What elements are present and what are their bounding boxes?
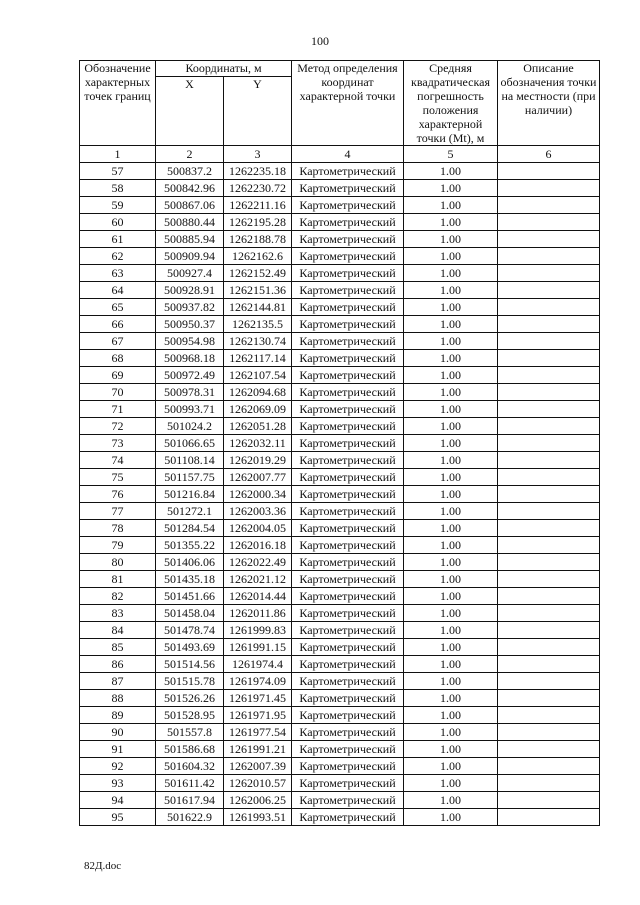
description-cell	[498, 537, 600, 554]
point-number-cell: 90	[80, 724, 156, 741]
method-cell: Картометрический	[292, 350, 404, 367]
description-cell	[498, 265, 600, 282]
description-cell	[498, 486, 600, 503]
method-cell: Картометрический	[292, 809, 404, 826]
method-cell: Картометрический	[292, 605, 404, 622]
table-row	[80, 809, 600, 826]
description-cell	[498, 673, 600, 690]
point-number-cell: 82	[80, 588, 156, 605]
accuracy-cell: 1.00	[404, 707, 498, 724]
point-number-cell: 57	[80, 163, 156, 180]
y-coordinate-cell: 1262019.29	[224, 452, 292, 469]
description-cell	[498, 435, 600, 452]
table-row	[80, 163, 600, 180]
point-number-cell: 81	[80, 571, 156, 588]
point-number-cell: 75	[80, 469, 156, 486]
accuracy-cell: 1.00	[404, 282, 498, 299]
y-coordinate-cell: 1262032.11	[224, 435, 292, 452]
table-row	[80, 350, 600, 367]
y-coordinate-cell: 1261999.83	[224, 622, 292, 639]
accuracy-cell: 1.00	[404, 350, 498, 367]
method-cell: Картометрический	[292, 673, 404, 690]
point-number-cell: 80	[80, 554, 156, 571]
y-coordinate-cell: 1262006.25	[224, 792, 292, 809]
table-row	[80, 758, 600, 775]
y-coordinate-cell: 1261977.54	[224, 724, 292, 741]
method-cell: Картометрический	[292, 435, 404, 452]
method-cell: Картометрический	[292, 537, 404, 554]
y-coordinate-cell: 1262022.49	[224, 554, 292, 571]
y-coordinate-cell: 1262144.81	[224, 299, 292, 316]
table-row	[80, 673, 600, 690]
table-row	[80, 707, 600, 724]
x-coordinate-cell: 501108.14	[156, 452, 224, 469]
method-cell: Картометрический	[292, 231, 404, 248]
point-number-cell: 59	[80, 197, 156, 214]
description-cell	[498, 384, 600, 401]
x-coordinate-cell: 500937.82	[156, 299, 224, 316]
point-number-cell: 61	[80, 231, 156, 248]
y-coordinate-cell: 1262151.36	[224, 282, 292, 299]
x-coordinate-cell: 501272.1	[156, 503, 224, 520]
table-row	[80, 792, 600, 809]
accuracy-cell: 1.00	[404, 452, 498, 469]
accuracy-cell: 1.00	[404, 792, 498, 809]
y-coordinate-cell: 1262004.05	[224, 520, 292, 537]
accuracy-cell: 1.00	[404, 384, 498, 401]
x-coordinate-cell: 501586.68	[156, 741, 224, 758]
y-coordinate-cell: 1262117.14	[224, 350, 292, 367]
point-number-cell: 77	[80, 503, 156, 520]
accuracy-cell: 1.00	[404, 316, 498, 333]
description-cell	[498, 520, 600, 537]
method-cell: Картометрический	[292, 469, 404, 486]
method-cell: Картометрический	[292, 163, 404, 180]
table-row	[80, 639, 600, 656]
header-accuracy: Средняя квадратическая погрешность положения характерной точки (Mt), м	[404, 61, 498, 146]
point-number-cell: 60	[80, 214, 156, 231]
method-cell: Картометрический	[292, 486, 404, 503]
point-number-cell: 64	[80, 282, 156, 299]
method-cell: Картометрический	[292, 690, 404, 707]
x-coordinate-cell: 501066.65	[156, 435, 224, 452]
x-coordinate-cell: 501355.22	[156, 537, 224, 554]
description-cell	[498, 248, 600, 265]
table-body	[80, 163, 600, 826]
accuracy-cell: 1.00	[404, 622, 498, 639]
description-cell	[498, 316, 600, 333]
table-row	[80, 656, 600, 673]
table-row	[80, 469, 600, 486]
x-coordinate-cell: 501157.75	[156, 469, 224, 486]
y-coordinate-cell: 1261993.51	[224, 809, 292, 826]
x-coordinate-cell: 500972.49	[156, 367, 224, 384]
y-coordinate-cell: 1262007.77	[224, 469, 292, 486]
accuracy-cell: 1.00	[404, 486, 498, 503]
point-number-cell: 83	[80, 605, 156, 622]
accuracy-cell: 1.00	[404, 248, 498, 265]
point-number-cell: 94	[80, 792, 156, 809]
point-number-cell: 92	[80, 758, 156, 775]
method-cell: Картометрический	[292, 452, 404, 469]
method-cell: Картометрический	[292, 554, 404, 571]
table-row	[80, 622, 600, 639]
table-row	[80, 384, 600, 401]
x-coordinate-cell: 500954.98	[156, 333, 224, 350]
point-number-cell: 71	[80, 401, 156, 418]
y-coordinate-cell: 1261971.95	[224, 707, 292, 724]
description-cell	[498, 299, 600, 316]
description-cell	[498, 231, 600, 248]
description-cell	[498, 605, 600, 622]
header-description: Описание обозначения точки на местности (при наличии)	[498, 61, 600, 146]
description-cell	[498, 792, 600, 809]
x-coordinate-cell: 500842.96	[156, 180, 224, 197]
description-cell	[498, 469, 600, 486]
description-cell	[498, 197, 600, 214]
y-coordinate-cell: 1262021.12	[224, 571, 292, 588]
description-cell	[498, 452, 600, 469]
method-cell: Картометрический	[292, 622, 404, 639]
description-cell	[498, 367, 600, 384]
x-coordinate-cell: 500968.18	[156, 350, 224, 367]
column-number: 3	[224, 146, 292, 163]
header-method: Метод определения координат характерной точки	[292, 61, 404, 146]
y-coordinate-cell: 1262135.5	[224, 316, 292, 333]
x-coordinate-cell: 500978.31	[156, 384, 224, 401]
column-number: 5	[404, 146, 498, 163]
table-row	[80, 724, 600, 741]
table-row	[80, 265, 600, 282]
point-number-cell: 78	[80, 520, 156, 537]
description-cell	[498, 724, 600, 741]
table-row	[80, 452, 600, 469]
table-row	[80, 333, 600, 350]
x-coordinate-cell: 501435.18	[156, 571, 224, 588]
point-number-cell: 86	[80, 656, 156, 673]
method-cell: Картометрический	[292, 180, 404, 197]
x-coordinate-cell: 501451.66	[156, 588, 224, 605]
point-number-cell: 84	[80, 622, 156, 639]
description-cell	[498, 775, 600, 792]
x-coordinate-cell: 501604.32	[156, 758, 224, 775]
accuracy-cell: 1.00	[404, 418, 498, 435]
accuracy-cell: 1.00	[404, 163, 498, 180]
description-cell	[498, 503, 600, 520]
point-number-cell: 65	[80, 299, 156, 316]
x-coordinate-cell: 501617.94	[156, 792, 224, 809]
description-cell	[498, 401, 600, 418]
description-cell	[498, 282, 600, 299]
accuracy-cell: 1.00	[404, 724, 498, 741]
x-coordinate-cell: 500909.94	[156, 248, 224, 265]
x-coordinate-cell: 500927.4	[156, 265, 224, 282]
x-coordinate-cell: 501024.2	[156, 418, 224, 435]
table-row	[80, 690, 600, 707]
x-coordinate-cell: 500950.37	[156, 316, 224, 333]
table-row	[80, 248, 600, 265]
accuracy-cell: 1.00	[404, 537, 498, 554]
point-number-cell: 66	[80, 316, 156, 333]
accuracy-cell: 1.00	[404, 503, 498, 520]
y-coordinate-cell: 1261971.45	[224, 690, 292, 707]
accuracy-cell: 1.00	[404, 469, 498, 486]
x-coordinate-cell: 500993.71	[156, 401, 224, 418]
x-coordinate-cell: 501528.95	[156, 707, 224, 724]
method-cell: Картометрический	[292, 316, 404, 333]
column-number: 2	[156, 146, 224, 163]
table-row	[80, 214, 600, 231]
point-number-cell: 67	[80, 333, 156, 350]
point-number-cell: 72	[80, 418, 156, 435]
x-coordinate-cell: 501611.42	[156, 775, 224, 792]
table-row	[80, 316, 600, 333]
description-cell	[498, 758, 600, 775]
y-coordinate-cell: 1261991.21	[224, 741, 292, 758]
point-number-cell: 58	[80, 180, 156, 197]
description-cell	[498, 571, 600, 588]
description-cell	[498, 418, 600, 435]
description-cell	[498, 350, 600, 367]
page-number: 100	[311, 34, 329, 48]
y-coordinate-cell: 1262000.34	[224, 486, 292, 503]
header-coordinates: Координаты, м	[156, 61, 292, 77]
description-cell	[498, 180, 600, 197]
method-cell: Картометрический	[292, 656, 404, 673]
y-coordinate-cell: 1262130.74	[224, 333, 292, 350]
x-coordinate-cell: 500880.44	[156, 214, 224, 231]
method-cell: Картометрический	[292, 707, 404, 724]
accuracy-cell: 1.00	[404, 588, 498, 605]
x-coordinate-cell: 501284.54	[156, 520, 224, 537]
description-cell	[498, 690, 600, 707]
header-x: X	[156, 77, 224, 146]
x-coordinate-cell: 500928.91	[156, 282, 224, 299]
y-coordinate-cell: 1262235.18	[224, 163, 292, 180]
file-name-footer: 82Д.doc	[84, 860, 122, 872]
y-coordinate-cell: 1262162.6	[224, 248, 292, 265]
point-number-cell: 85	[80, 639, 156, 656]
y-coordinate-cell: 1262230.72	[224, 180, 292, 197]
method-cell: Картометрический	[292, 248, 404, 265]
y-coordinate-cell: 1262188.78	[224, 231, 292, 248]
point-number-cell: 95	[80, 809, 156, 826]
method-cell: Картометрический	[292, 520, 404, 537]
method-cell: Картометрический	[292, 503, 404, 520]
table-row	[80, 180, 600, 197]
point-number-cell: 62	[80, 248, 156, 265]
method-cell: Картометрический	[292, 724, 404, 741]
x-coordinate-cell: 501216.84	[156, 486, 224, 503]
method-cell: Картометрический	[292, 299, 404, 316]
method-cell: Картометрический	[292, 333, 404, 350]
table-row	[80, 554, 600, 571]
x-coordinate-cell: 501557.8	[156, 724, 224, 741]
column-number: 4	[292, 146, 404, 163]
description-cell	[498, 707, 600, 724]
accuracy-cell: 1.00	[404, 520, 498, 537]
y-coordinate-cell: 1262211.16	[224, 197, 292, 214]
point-number-cell: 88	[80, 690, 156, 707]
description-cell	[498, 639, 600, 656]
accuracy-cell: 1.00	[404, 775, 498, 792]
column-numbers-row	[80, 146, 600, 163]
y-coordinate-cell: 1262051.28	[224, 418, 292, 435]
description-cell	[498, 809, 600, 826]
method-cell: Картометрический	[292, 571, 404, 588]
x-coordinate-cell: 501458.04	[156, 605, 224, 622]
accuracy-cell: 1.00	[404, 333, 498, 350]
x-coordinate-cell: 501406.06	[156, 554, 224, 571]
description-cell	[498, 588, 600, 605]
table-row	[80, 503, 600, 520]
y-coordinate-cell: 1261974.4	[224, 656, 292, 673]
accuracy-cell: 1.00	[404, 401, 498, 418]
method-cell: Картометрический	[292, 384, 404, 401]
accuracy-cell: 1.00	[404, 265, 498, 282]
point-number-cell: 87	[80, 673, 156, 690]
table-row	[80, 520, 600, 537]
accuracy-cell: 1.00	[404, 673, 498, 690]
column-number: 6	[498, 146, 600, 163]
accuracy-cell: 1.00	[404, 656, 498, 673]
method-cell: Картометрический	[292, 282, 404, 299]
table-row	[80, 537, 600, 554]
description-cell	[498, 554, 600, 571]
method-cell: Картометрический	[292, 367, 404, 384]
y-coordinate-cell: 1262007.39	[224, 758, 292, 775]
method-cell: Картометрический	[292, 588, 404, 605]
x-coordinate-cell: 501622.9	[156, 809, 224, 826]
y-coordinate-cell: 1262195.28	[224, 214, 292, 231]
x-coordinate-cell: 500837.2	[156, 163, 224, 180]
accuracy-cell: 1.00	[404, 214, 498, 231]
header-y: Y	[224, 77, 292, 146]
x-coordinate-cell: 500867.06	[156, 197, 224, 214]
point-number-cell: 68	[80, 350, 156, 367]
x-coordinate-cell: 500885.94	[156, 231, 224, 248]
coordinates-table	[79, 60, 600, 826]
description-cell	[498, 333, 600, 350]
table-row	[80, 367, 600, 384]
method-cell: Картометрический	[292, 265, 404, 282]
point-number-cell: 74	[80, 452, 156, 469]
point-number-cell: 70	[80, 384, 156, 401]
method-cell: Картометрический	[292, 197, 404, 214]
table-row	[80, 741, 600, 758]
accuracy-cell: 1.00	[404, 231, 498, 248]
point-number-cell: 73	[80, 435, 156, 452]
table-row	[80, 775, 600, 792]
y-coordinate-cell: 1261974.09	[224, 673, 292, 690]
method-cell: Картометрический	[292, 401, 404, 418]
table-row	[80, 231, 600, 248]
point-number-cell: 91	[80, 741, 156, 758]
method-cell: Картометрический	[292, 775, 404, 792]
header-designation: Обозначение характерных точек границ	[80, 61, 156, 146]
accuracy-cell: 1.00	[404, 741, 498, 758]
method-cell: Картометрический	[292, 214, 404, 231]
point-number-cell: 93	[80, 775, 156, 792]
accuracy-cell: 1.00	[404, 367, 498, 384]
description-cell	[498, 656, 600, 673]
description-cell	[498, 741, 600, 758]
y-coordinate-cell: 1262016.18	[224, 537, 292, 554]
y-coordinate-cell: 1261991.15	[224, 639, 292, 656]
y-coordinate-cell: 1262107.54	[224, 367, 292, 384]
y-coordinate-cell: 1262152.49	[224, 265, 292, 282]
method-cell: Картометрический	[292, 758, 404, 775]
table-row	[80, 588, 600, 605]
y-coordinate-cell: 1262014.44	[224, 588, 292, 605]
accuracy-cell: 1.00	[404, 197, 498, 214]
description-cell	[498, 622, 600, 639]
y-coordinate-cell: 1262010.57	[224, 775, 292, 792]
accuracy-cell: 1.00	[404, 690, 498, 707]
table-row	[80, 605, 600, 622]
table-row	[80, 571, 600, 588]
point-number-cell: 89	[80, 707, 156, 724]
accuracy-cell: 1.00	[404, 639, 498, 656]
accuracy-cell: 1.00	[404, 180, 498, 197]
description-cell	[498, 163, 600, 180]
table-row	[80, 435, 600, 452]
x-coordinate-cell: 501493.69	[156, 639, 224, 656]
table-row	[80, 282, 600, 299]
description-cell	[498, 214, 600, 231]
table-row	[80, 401, 600, 418]
accuracy-cell: 1.00	[404, 435, 498, 452]
accuracy-cell: 1.00	[404, 299, 498, 316]
table-row	[80, 486, 600, 503]
x-coordinate-cell: 501514.56	[156, 656, 224, 673]
y-coordinate-cell: 1262011.86	[224, 605, 292, 622]
point-number-cell: 69	[80, 367, 156, 384]
point-number-cell: 79	[80, 537, 156, 554]
column-number: 1	[80, 146, 156, 163]
table-row	[80, 418, 600, 435]
x-coordinate-cell: 501478.74	[156, 622, 224, 639]
x-coordinate-cell: 501526.26	[156, 690, 224, 707]
method-cell: Картометрический	[292, 639, 404, 656]
point-number-cell: 76	[80, 486, 156, 503]
method-cell: Картометрический	[292, 741, 404, 758]
accuracy-cell: 1.00	[404, 758, 498, 775]
accuracy-cell: 1.00	[404, 605, 498, 622]
accuracy-cell: 1.00	[404, 554, 498, 571]
x-coordinate-cell: 501515.78	[156, 673, 224, 690]
table-row	[80, 299, 600, 316]
method-cell: Картометрический	[292, 418, 404, 435]
y-coordinate-cell: 1262069.09	[224, 401, 292, 418]
point-number-cell: 63	[80, 265, 156, 282]
y-coordinate-cell: 1262003.36	[224, 503, 292, 520]
accuracy-cell: 1.00	[404, 571, 498, 588]
y-coordinate-cell: 1262094.68	[224, 384, 292, 401]
table-row	[80, 197, 600, 214]
method-cell: Картометрический	[292, 792, 404, 809]
accuracy-cell: 1.00	[404, 809, 498, 826]
